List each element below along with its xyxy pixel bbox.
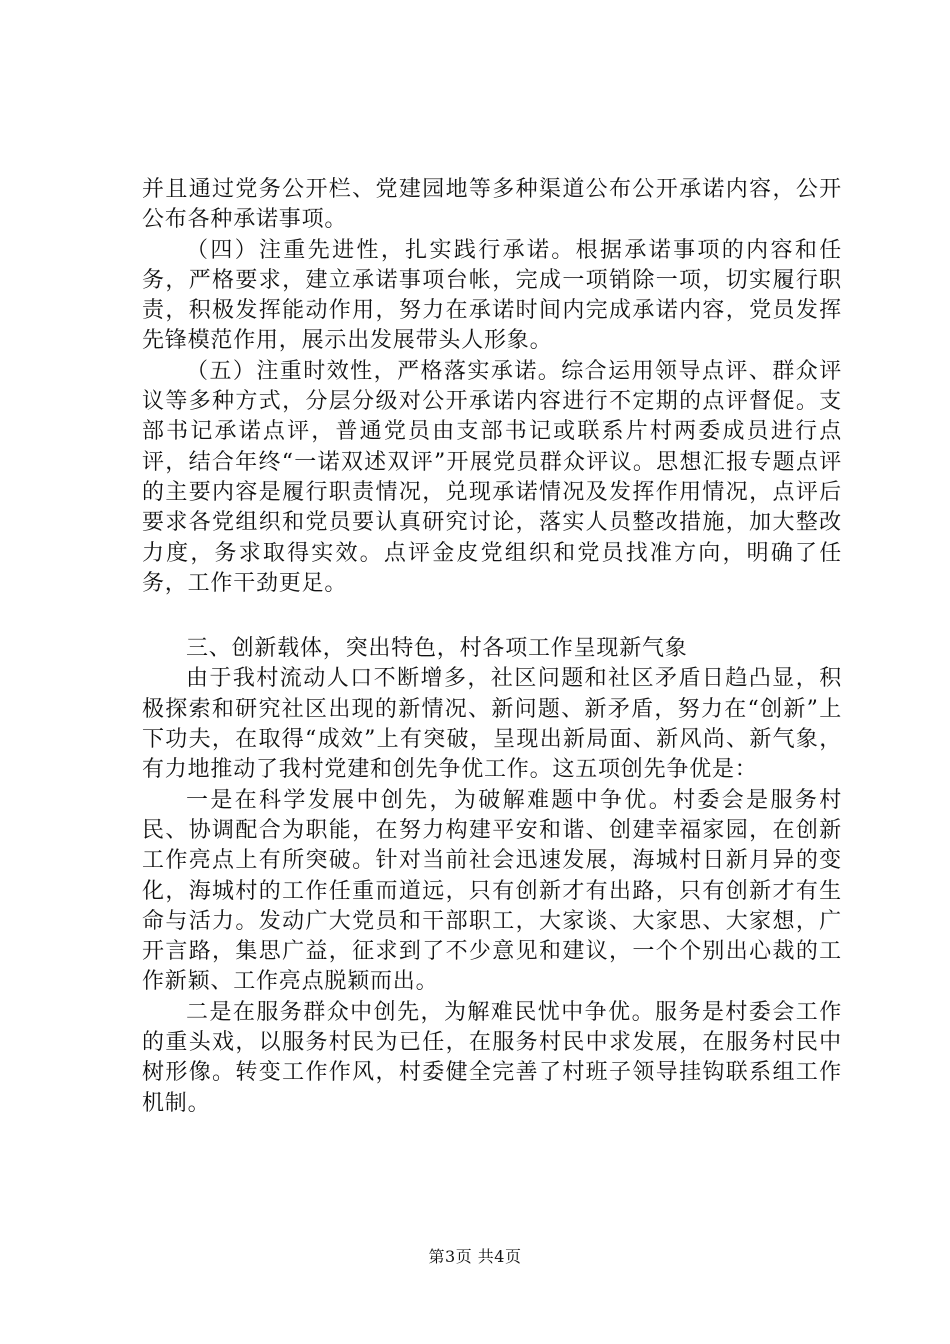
paragraph-section-four: （四）注重先进性，扎实践行承诺。根据承诺事项的内容和任务，严格要求，建立承诺事项台帐，完成一项销除一项，切实履行职责，积极发挥能动作用，努力在承诺时间内完成承诺内容，党员发挥先锋模范作用，展示出发展带头人形象。 bbox=[142, 237, 842, 354]
paragraph-section-five: （五）注重时效性，严格落实承诺。综合运用领导点评、群众评议等多种方式，分层分级对公开承诺内容进行不定期的点评督促。支部书记承诺点评，普通党员由支部书记或联系片村两委成员进行点评，结合年终“一诺双述双评”开展党员群众评议。思想汇报专题点评的主要内容是履行职责情况，兑现承诺情况及发挥作用情况，点评后要求各党组织和党员要认真研究讨论，落实人员整改措施，加大整改力度，务求取得实效。点评金皮党组织和党员找准方向，明确了任务，工作干劲更足。 bbox=[142, 358, 842, 596]
page-number-footer: 第3页 共4页 bbox=[428, 1247, 522, 1266]
paragraph-item-two: 二是在服务群众中创先，为解难民忧中争优。服务是村委会工作的重头戏，以服务村民为已任，在服务村民中求发展，在服务村民中树形像。转变工作作风，村委健全完善了村班子领导挂钩联系组工作机制。 bbox=[142, 999, 842, 1116]
paragraph-intro: 由于我村流动人口不断增多，社区问题和社区矛盾日趋凸显，积极探索和研究社区出现的新情况、新问题、新矛盾，努力在“创新”上下功夫，在取得“成效”上有突破，呈现出新局面、新风尚、新气象，有力地推动了我村党建和创先争优工作。这五项创先争优是： bbox=[142, 666, 842, 783]
paragraph-continuation: 并且通过党务公开栏、党建园地等多种渠道公布公开承诺内容，公开公布各种承诺事项。 bbox=[142, 177, 842, 233]
section-heading-three: 三、创新载体，突出特色，村各项工作呈现新气象 bbox=[186, 636, 688, 662]
document-body bbox=[142, 175, 842, 1119]
paragraph-item-one: 一是在科学发展中创先，为破解难题中争优。村委会是服务村民、协调配合为职能，在努力构建平安和谐、创建幸福家园，在创新工作亮点上有所突破。针对当前社会迅速发展，海城村日新月异的变化，海城村的工作任重而道远，只有创新才有出路，只有创新才有生命与活力。发动广大党员和干部职工，大家谈、大家思、大家想，广开言路，集思广益，征求到了不少意见和建议，一个个别出心裁的工作新颖、工作亮点脱颖而出。 bbox=[142, 787, 842, 995]
